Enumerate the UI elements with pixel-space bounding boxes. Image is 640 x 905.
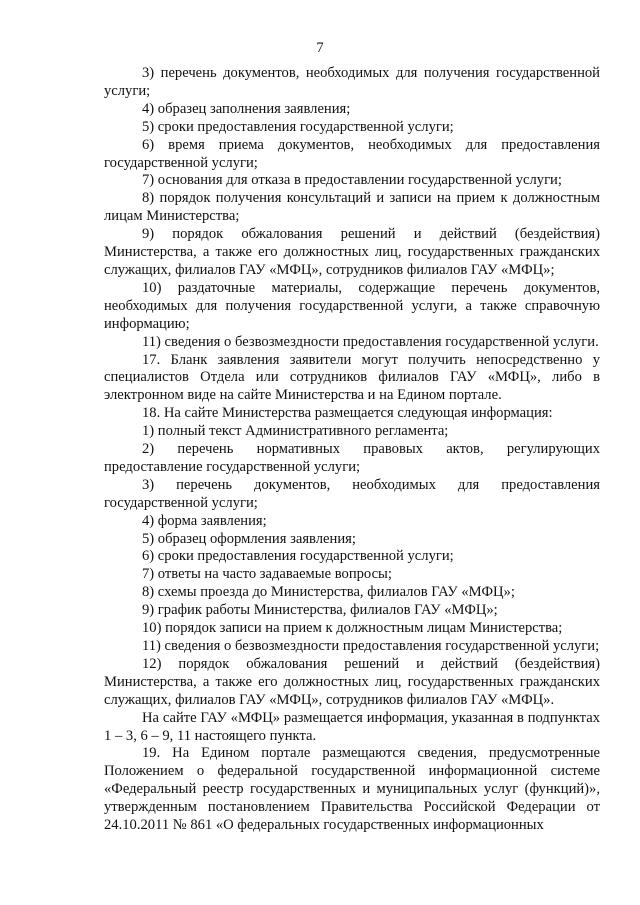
paragraph: 10) порядок записи на прием к должностным лицам Министерства; [142, 620, 563, 637]
paragraph: 6) сроки предоставления государственной услуги; [142, 548, 454, 565]
paragraph: 2) перечень нормативных правовых актов, регулирующих предоставление государственной услуги; [104, 441, 600, 475]
paragraph: 1) полный текст Административного регламента; [142, 423, 449, 440]
paragraph: 3) перечень документов, необходимых для получения государственной услуги; [104, 65, 600, 99]
paragraph: 7) ответы на часто задаваемые вопросы; [142, 566, 392, 583]
paragraph: 4) форма заявления; [142, 512, 267, 529]
paragraph: 8) порядок получения консультаций и записи на прием к должностным лицам Министерства; [104, 190, 600, 225]
paragraph: 9) график работы Министерства, филиалов ГАУ «МФЦ»; [142, 602, 498, 619]
paragraph: 9) порядок обжалования решений и действий (бездействия) Министерства, а также его должностных лиц, государственных гражданских служащих, филиалов ГАУ «МФЦ», сотрудников филиалов ГАУ «МФЦ»; [104, 226, 600, 278]
paragraph: 7) основания для отказа в предоставлении государственной услуги; [142, 172, 562, 189]
paragraph: 17. Бланк заявления заявители могут получить непосредственно у специалистов Отдела или сотрудников филиалов ГАУ «МФЦ», либо в электронном виде на сайте Министерства и на Едином портале. [104, 351, 600, 404]
paragraph: 5) образец оформления заявления; [142, 530, 356, 547]
paragraph: 5) сроки предоставления государственной услуги; [142, 118, 454, 135]
paragraph: 3) перечень документов, необходимых для предоставления государственной услуги; [104, 476, 600, 511]
paragraph: 10) раздаточные материалы, содержащие перечень документов, необходимых для получения государственной услуги, а также справочную информацию; [104, 279, 600, 332]
paragraph: На сайте ГАУ «МФЦ» размещается информация, указанная в подпунктах 1 – 3, 6 – 9, 11 настоящего пункта. [104, 709, 600, 744]
paragraph: 19. На Едином портале размещаются сведения, предусмотренные Положением о федеральной государственной информационной системе «Федеральный реестр государственных и муниципальных услуг (функций)», утвержденным постановлением Правительства Российской Федерации от 24.10.2011 № 861 «О федеральных государственных информационных [104, 745, 600, 834]
paragraph: 4) образец заполнения заявления; [142, 100, 351, 117]
paragraph: 6) время приема документов, необходимых для предоставления государственной услуги; [104, 136, 600, 171]
paragraph: 8) схемы проезда до Министерства, филиалов ГАУ «МФЦ»; [142, 584, 515, 601]
page-number: 7 [316, 40, 324, 56]
paragraph: 11) сведения о безвозмездности предоставления государственной услуги. [142, 333, 599, 350]
paragraph: 11) сведения о безвозмездности предоставления государственной услуги; [142, 638, 600, 654]
document-body [104, 65, 600, 835]
paragraph: 12) порядок обжалования решений и действий (бездействия) Министерства, а также его должностных лиц, государственных гражданских служащих, филиалов ГАУ «МФЦ», сотрудников филиалов ГАУ «МФЦ». [104, 655, 600, 708]
paragraph: 18. На сайте Министерства размещается следующая информация: [142, 405, 553, 422]
